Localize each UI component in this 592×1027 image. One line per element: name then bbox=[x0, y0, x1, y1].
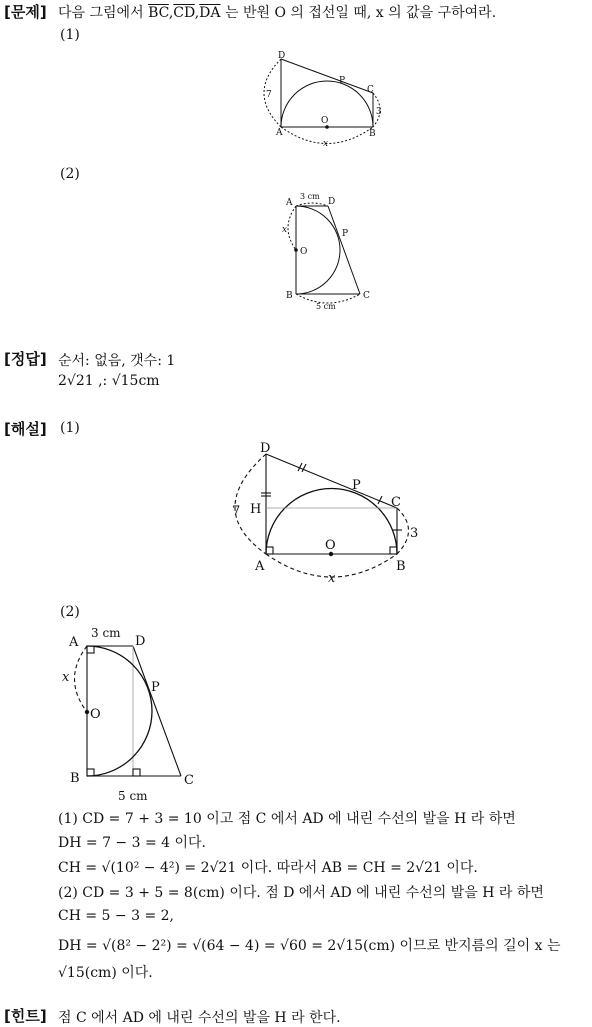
label-x: x bbox=[328, 571, 336, 586]
label-3: 3 bbox=[410, 526, 419, 541]
hint-text: 점 C 에서 AD 에 내린 수선의 발을 H 라 한다. bbox=[58, 1010, 341, 1026]
segment-cd: $\overline{CD}$ bbox=[173, 5, 195, 21]
problem-figure-1 bbox=[255, 45, 395, 155]
solution-line: √15(cm) 이다. bbox=[58, 965, 153, 981]
label-x: x bbox=[62, 670, 70, 685]
label-c: C bbox=[184, 773, 194, 788]
segment-da: $\overline{DA}$ bbox=[199, 5, 221, 21]
answer-line-1: 순서: 없음, 갯수: 1 bbox=[58, 353, 176, 369]
label-a: A bbox=[255, 559, 265, 574]
comma: , bbox=[194, 5, 200, 21]
label-h: H bbox=[250, 502, 262, 517]
solution-part1-label: (1) bbox=[60, 420, 80, 436]
solution-line: (2) CD = 3 + 5 = 8(cm) 이다. 점 D 에서 AD 에 내린 수선의 발을 H 라 하면 bbox=[58, 885, 544, 901]
label-b: B bbox=[396, 559, 406, 574]
label-7: 7 bbox=[266, 90, 272, 100]
label-d: D bbox=[328, 197, 336, 207]
label-x: x bbox=[282, 225, 288, 235]
answer-tag: [정답] bbox=[4, 350, 47, 368]
problem-suffix: 는 반원 O 의 접선일 때, x 의 값을 구하여라. bbox=[224, 5, 497, 21]
solution-line: DH = √(8² − 2²) = √(64 − 4) = √60 = 2√15(cm) 이므로 반지름의 길이 x 는 bbox=[58, 938, 561, 954]
problem-part1-label: (1) bbox=[60, 27, 80, 43]
label-d: D bbox=[278, 51, 286, 61]
solution-line: CH = 5 − 3 = 2, bbox=[58, 908, 174, 924]
label-p: P bbox=[151, 680, 160, 695]
label-o: O bbox=[325, 538, 336, 553]
problem-statement bbox=[58, 2, 496, 22]
label-b: B bbox=[286, 291, 293, 301]
label-o: O bbox=[300, 247, 308, 257]
label-c: C bbox=[367, 85, 374, 95]
solution-tag: [해설] bbox=[4, 420, 47, 438]
label-bottom-length: 5 cm bbox=[316, 302, 336, 311]
label-o: O bbox=[321, 116, 329, 126]
problem-prefix: 다음 그림에서 bbox=[58, 5, 144, 21]
solution-line: CH = √(10² − 4²) = 2√21 이다. 따라서 AB = CH = 2√21 이다. bbox=[58, 860, 478, 876]
label-top-length: 3 cm bbox=[91, 626, 121, 640]
answer-line-2: 2√21 ,: √15cm bbox=[58, 373, 160, 389]
label-x: x bbox=[323, 139, 329, 149]
label-b: B bbox=[369, 129, 376, 139]
problem-tag: [문제] bbox=[4, 3, 47, 21]
label-p: P bbox=[352, 478, 361, 493]
label-b: B bbox=[70, 771, 80, 786]
hint-tag: [힌트] bbox=[4, 1007, 47, 1025]
solution-figure-1 bbox=[222, 440, 427, 590]
label-c: C bbox=[363, 291, 370, 301]
label-a: A bbox=[69, 635, 79, 650]
label-d: D bbox=[135, 634, 146, 649]
label-d: D bbox=[260, 441, 271, 456]
label-a: A bbox=[276, 128, 283, 138]
solution-figure-2 bbox=[56, 624, 206, 804]
solution-part2-label: (2) bbox=[60, 604, 80, 620]
segment-bc: $\overline{BC}$ bbox=[148, 5, 169, 21]
label-c: C bbox=[391, 495, 401, 510]
comma: , bbox=[168, 5, 174, 21]
problem-figure-2 bbox=[278, 188, 378, 313]
solution-line: (1) CD = 7 + 3 = 10 이고 점 C 에서 AD 에 내린 수선의 발을 H 라 하면 bbox=[58, 811, 516, 827]
problem-part2-label: (2) bbox=[60, 166, 80, 182]
label-p: P bbox=[339, 76, 346, 86]
label-7: 7 bbox=[232, 504, 241, 519]
label-bottom-length: 5 cm bbox=[118, 789, 148, 803]
solution-line: DH = 7 − 3 = 4 이다. bbox=[58, 835, 206, 851]
label-o: O bbox=[90, 707, 101, 722]
label-a: A bbox=[286, 198, 293, 208]
label-p: P bbox=[342, 229, 349, 239]
label-top-length: 3 cm bbox=[300, 192, 320, 201]
label-3: 3 bbox=[376, 107, 382, 117]
